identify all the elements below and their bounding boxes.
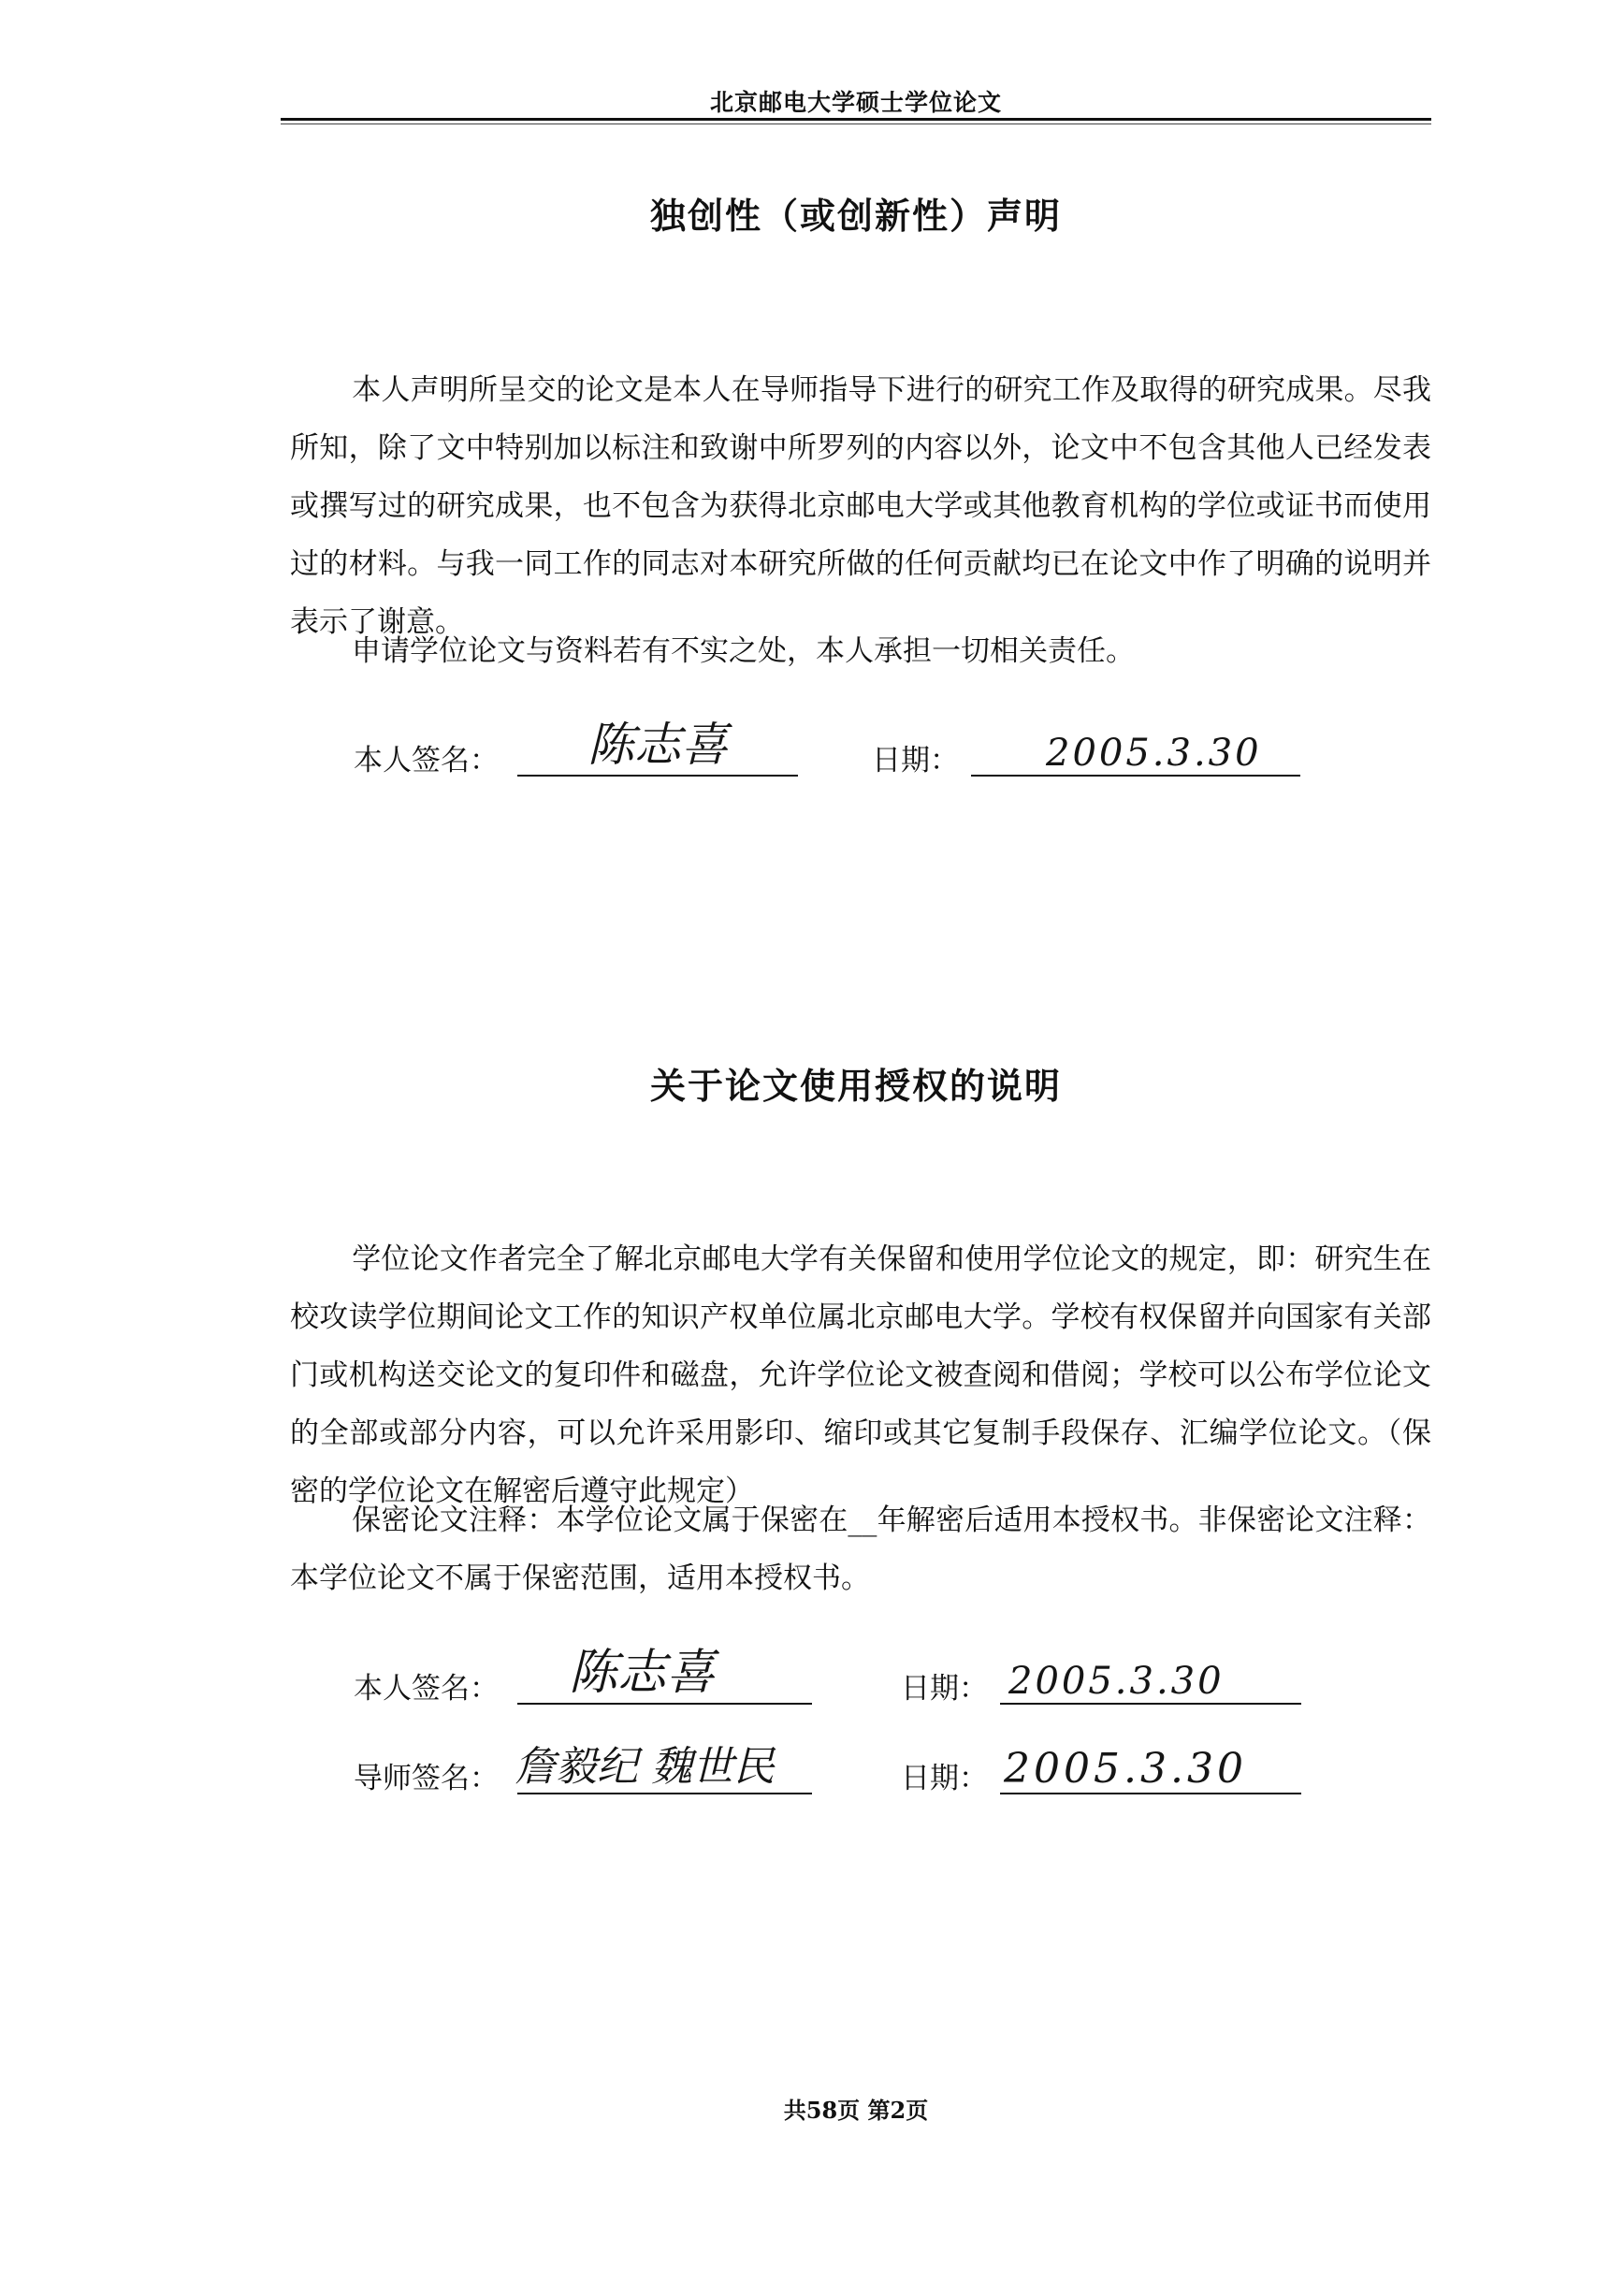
authorization-paragraph-1-text: 学位论文作者完全了解北京邮电大学有关保留和使用学位论文的规定，即：研究生在校攻读学位期间论文工作的知识产权单位属北京邮电大学。学校有权保留并向国家有关部门或机构送交论文的复印件和磁盘，允许学位论文被查阅和借阅；学校可以公布学位论文的全部或部分内容，可以允许采用影印、缩印或其它复制手段保存、汇编学位论文。（保密的学位论文在解密后遵守此规定） [290,1242,1431,1508]
declaration-signature-label: 本人签名： [354,744,499,777]
advisor-signature-handwriting: 詹毅纪 魏世民 [515,1743,775,1791]
running-header: 北京邮电大学硕士学位论文 [709,89,1002,116]
declaration-signature-handwriting: 陈志喜 [587,718,728,772]
declaration-paragraph-1 [290,361,1431,651]
header-rule-thin [281,123,1431,124]
author-date-label: 日期： [901,1672,988,1706]
authorization-title: 关于论文使用授权的说明 [649,1065,1062,1107]
authorization-paragraph-2 [290,1491,1431,1607]
advisor-date-handwriting: 2005.3.30 [1004,1745,1247,1793]
declaration-signature-line [517,775,798,777]
declaration-title: 独创性（或创新性）声明 [649,195,1062,237]
author-signature-line [517,1703,812,1705]
declaration-paragraph-2-text: 申请学位论文与资料若有不实之处，本人承担一切相关责任。 [352,634,1135,668]
authorization-paragraph-1 [290,1230,1431,1520]
advisor-date-label: 日期： [901,1762,988,1795]
advisor-signature-row [354,1736,1411,1802]
declaration-date-handwriting: 2005.3.30 [1046,732,1262,775]
advisor-signature-label: 导师签名： [354,1762,499,1795]
declaration-signature-row [354,719,1411,784]
authorization-paragraph-2-text: 保密论文注释：本学位论文属于保密在__年解密后适用本授权书。非保密论文注释：本学位论文不属于保密范围，适用本授权书。 [290,1503,1431,1595]
advisor-signature-line [517,1793,812,1794]
author-date-handwriting: 2005.3.30 [1008,1660,1225,1703]
declaration-paragraph-1-text: 本人声明所呈交的论文是本人在导师指导下进行的研究工作及取得的研究成果。尽我所知，除了文中特别加以标注和致谢中所罗列的内容以外，论文中不包含其他人已经发表或撰写过的研究成果，也不包含为获得北京邮电大学或其他教育机构的学位或证书而使用过的材料。与我一同工作的同志对本研究所做的任何贡献均已在论文中作了明确的说明并表示了谢意。 [290,373,1431,639]
advisor-date-line [1000,1793,1301,1794]
author-signature-handwriting: 陈志喜 [569,1645,716,1701]
declaration-date-label: 日期： [872,744,959,777]
author-signature-row [354,1647,1411,1712]
page-footer: 共58页 第2页 [783,2097,929,2124]
header-rule [281,118,1431,121]
declaration-date-line [971,775,1300,777]
author-date-line [1000,1703,1301,1705]
declaration-paragraph-2 [290,622,1431,680]
author-signature-label: 本人签名： [354,1672,499,1706]
